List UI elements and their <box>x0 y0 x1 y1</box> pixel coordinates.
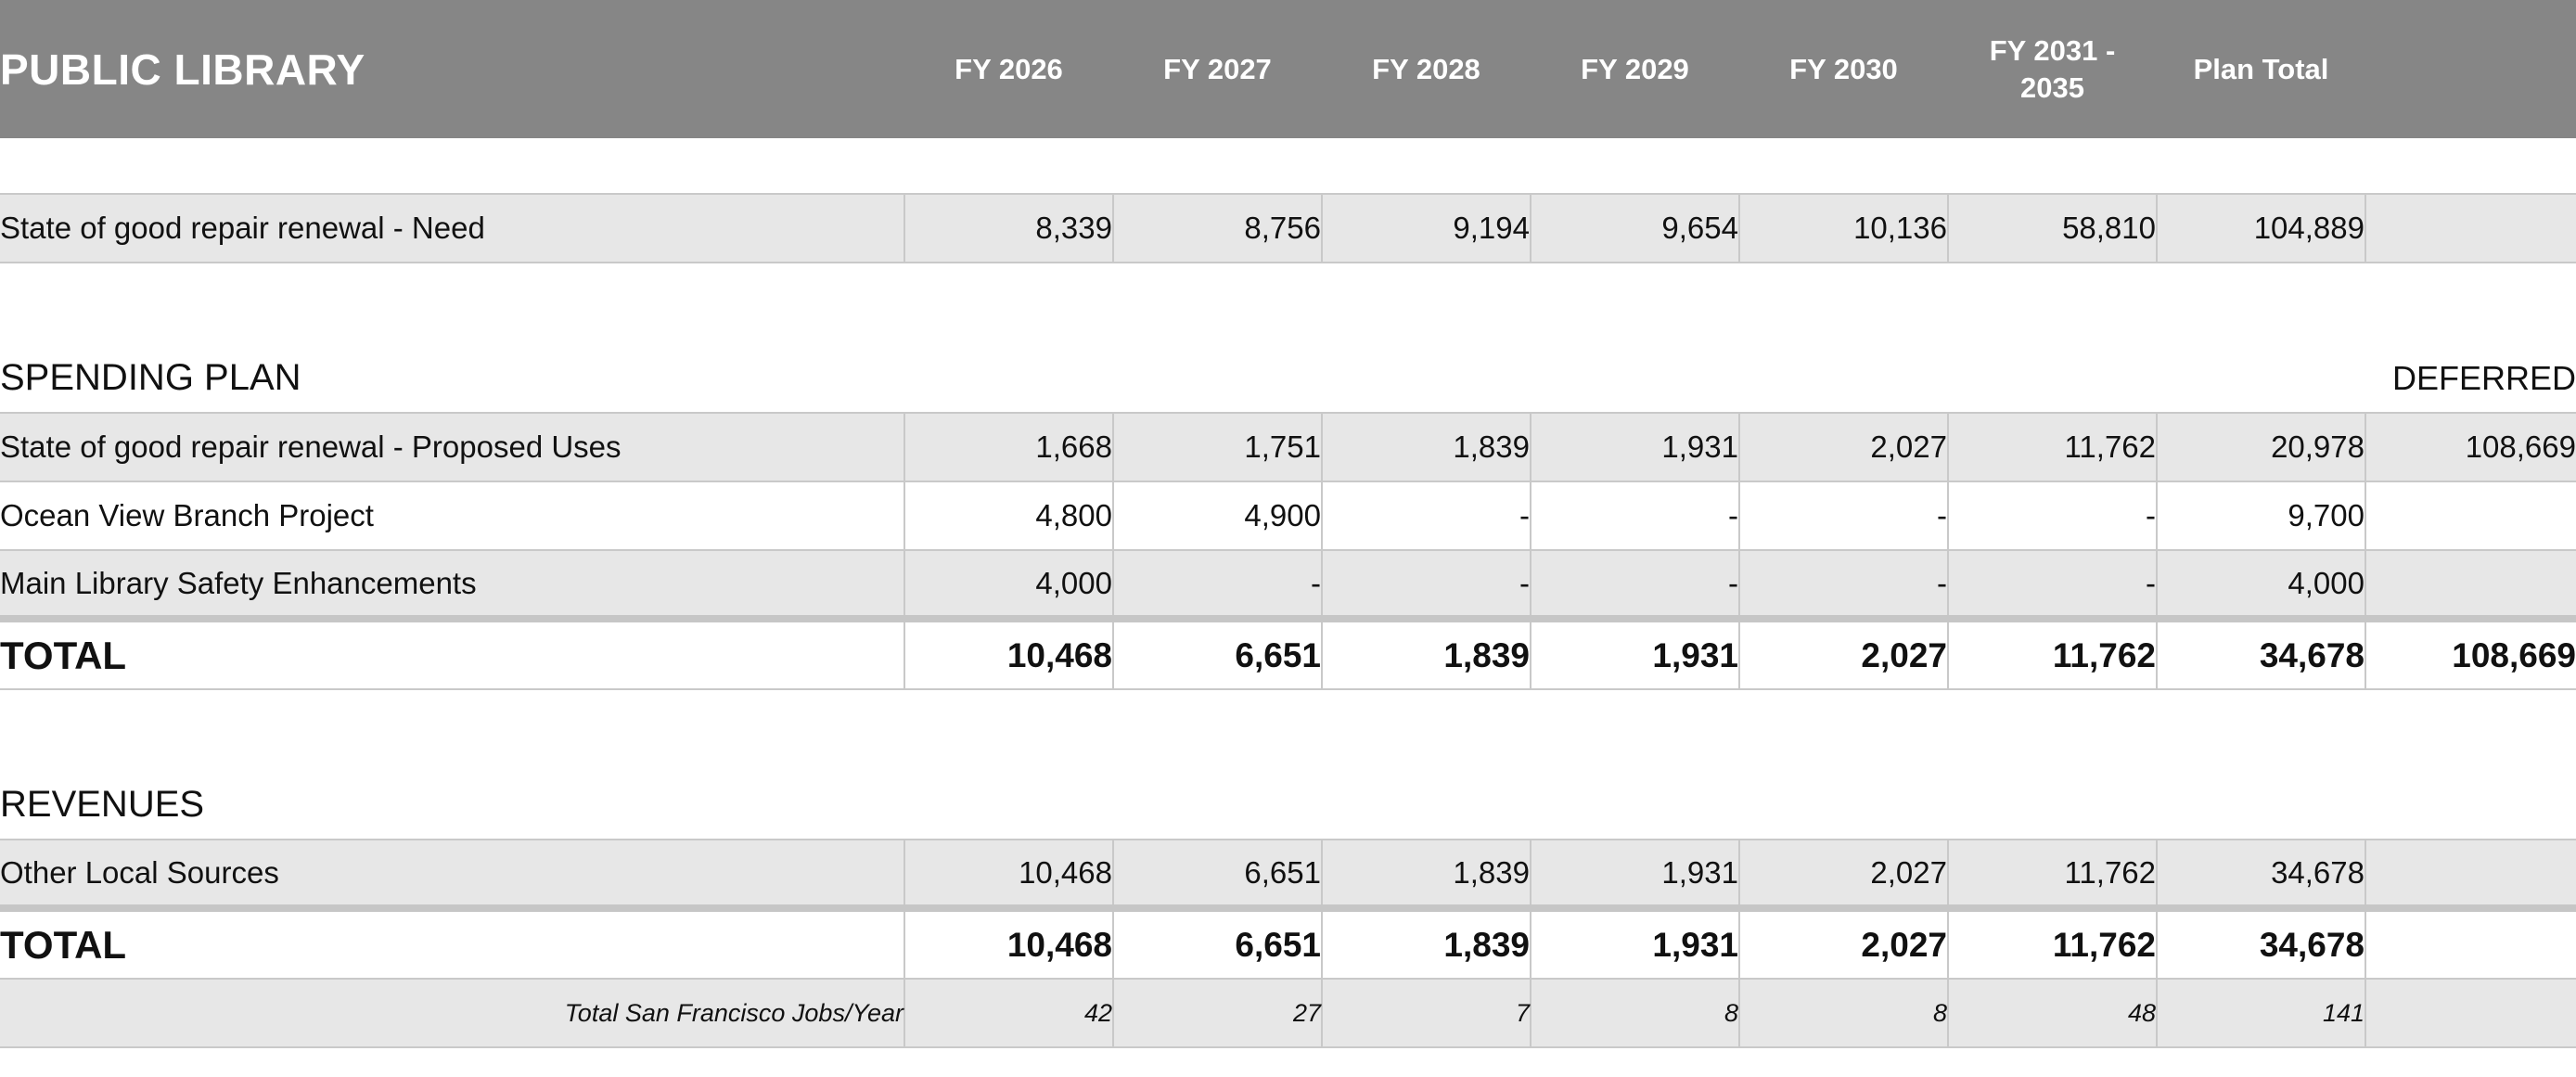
cell-plan-total: 9,700 <box>2157 481 2365 550</box>
row-label: Main Library Safety Enhancements <box>0 550 904 619</box>
cell-fy2028: - <box>1322 550 1531 619</box>
column-header-fy2028: FY 2028 <box>1372 52 1480 85</box>
column-header-fy2027: FY 2027 <box>1163 52 1272 85</box>
spacer-row <box>0 689 2576 771</box>
row-label: State of good repair renewal - Proposed Uses <box>0 413 904 481</box>
table-title: PUBLIC LIBRARY <box>0 45 365 94</box>
cell-fy2031-2035: 11,762 <box>1948 619 2157 689</box>
column-header-fy2031-line2: 2035 <box>2020 71 2084 104</box>
cell-fy2027: 6,651 <box>1113 619 1322 689</box>
cell-fy2028: 1,839 <box>1322 619 1531 689</box>
cell-fy2029: - <box>1531 481 1739 550</box>
row-label: State of good repair renewal - Need <box>0 194 904 263</box>
cell-fy2030: - <box>1739 550 1948 619</box>
cell-fy2026: 4,800 <box>904 481 1113 550</box>
cell-fy2028: 1,839 <box>1322 413 1531 481</box>
row-label: Other Local Sources <box>0 840 904 908</box>
cell-fy2027: - <box>1113 550 1322 619</box>
spending-plan-heading-row <box>0 344 2576 413</box>
cell-fy2030: 10,136 <box>1739 194 1948 263</box>
header-row <box>0 0 2576 138</box>
cell-fy2030: 8 <box>1739 979 1948 1047</box>
cell-plan-total: 34,678 <box>2157 840 2365 908</box>
cell-fy2031-2035: - <box>1948 481 2157 550</box>
cell-deferred <box>2365 481 2576 550</box>
row-label: Ocean View Branch Project <box>0 481 904 550</box>
cell-fy2031-2035: 11,762 <box>1948 413 2157 481</box>
spending-row <box>0 413 2576 481</box>
cell-fy2031-2035: - <box>1948 550 2157 619</box>
column-header-fy2029: FY 2029 <box>1581 52 1689 85</box>
cell-fy2027: 6,651 <box>1113 840 1322 908</box>
cell-deferred <box>2365 550 2576 619</box>
cell-fy2027: 27 <box>1113 979 1322 1047</box>
cell-fy2026: 10,468 <box>904 908 1113 979</box>
cell-fy2026: 8,339 <box>904 194 1113 263</box>
cell-plan-total: 20,978 <box>2157 413 2365 481</box>
cell-fy2031-2035: 58,810 <box>1948 194 2157 263</box>
column-header-plan-total: Plan Total <box>2193 52 2329 85</box>
cell-fy2030: 2,027 <box>1739 840 1948 908</box>
revenues-title: REVENUES <box>0 771 2576 840</box>
revenues-heading-row <box>0 771 2576 840</box>
cell-fy2030: 2,027 <box>1739 619 1948 689</box>
cell-fy2028: 9,194 <box>1322 194 1531 263</box>
revenues-total-row <box>0 908 2576 979</box>
cell-fy2029: 1,931 <box>1531 908 1739 979</box>
cell-fy2031-2035: 11,762 <box>1948 840 2157 908</box>
spacer-row <box>0 263 2576 344</box>
cell-fy2029: 1,931 <box>1531 619 1739 689</box>
cell-fy2029: 1,931 <box>1531 840 1739 908</box>
column-header-fy2031-line1: FY 2031 - <box>1989 33 2116 67</box>
need-row <box>0 194 2576 263</box>
cell-fy2029: 8 <box>1531 979 1739 1047</box>
cell-plan-total: 34,678 <box>2157 908 2365 979</box>
cell-fy2031-2035: 48 <box>1948 979 2157 1047</box>
revenue-row <box>0 840 2576 908</box>
cell-fy2029: - <box>1531 550 1739 619</box>
cell-plan-total: 104,889 <box>2157 194 2365 263</box>
cell-plan-total: 141 <box>2157 979 2365 1047</box>
cell-fy2029: 9,654 <box>1531 194 1739 263</box>
column-header-blank <box>2365 0 2576 138</box>
cell-plan-total: 34,678 <box>2157 619 2365 689</box>
cell-fy2027: 8,756 <box>1113 194 1322 263</box>
cell-fy2028: 7 <box>1322 979 1531 1047</box>
cell-deferred <box>2365 840 2576 908</box>
cell-plan-total: 4,000 <box>2157 550 2365 619</box>
cell-deferred <box>2365 194 2576 263</box>
row-label: TOTAL <box>0 619 904 689</box>
cell-deferred <box>2365 979 2576 1047</box>
cell-fy2028: 1,839 <box>1322 840 1531 908</box>
cell-fy2030: 2,027 <box>1739 908 1948 979</box>
column-header-fy2030: FY 2030 <box>1789 52 1898 85</box>
deferred-column-label: DEFERRED <box>2365 344 2576 413</box>
spending-row <box>0 481 2576 550</box>
cell-fy2028: - <box>1322 481 1531 550</box>
cell-fy2031-2035: 11,762 <box>1948 908 2157 979</box>
spending-row <box>0 550 2576 619</box>
column-header-fy2026: FY 2026 <box>955 52 1063 85</box>
cell-deferred <box>2365 908 2576 979</box>
cell-fy2026: 1,668 <box>904 413 1113 481</box>
cell-fy2026: 10,468 <box>904 619 1113 689</box>
cell-fy2027: 4,900 <box>1113 481 1322 550</box>
cell-fy2030: - <box>1739 481 1948 550</box>
cell-fy2026: 42 <box>904 979 1113 1047</box>
cell-fy2026: 10,468 <box>904 840 1113 908</box>
cell-fy2028: 1,839 <box>1322 908 1531 979</box>
jobs-row <box>0 979 2576 1047</box>
cell-fy2026: 4,000 <box>904 550 1113 619</box>
cell-fy2027: 6,651 <box>1113 908 1322 979</box>
cell-deferred: 108,669 <box>2365 619 2576 689</box>
cell-fy2027: 1,751 <box>1113 413 1322 481</box>
row-label: Total San Francisco Jobs/Year <box>0 979 904 1047</box>
spacer-row <box>0 138 2576 194</box>
cell-deferred: 108,669 <box>2365 413 2576 481</box>
row-label: TOTAL <box>0 908 904 979</box>
spending-total-row <box>0 619 2576 689</box>
cell-fy2029: 1,931 <box>1531 413 1739 481</box>
spending-plan-title: SPENDING PLAN <box>0 344 2365 413</box>
cell-fy2030: 2,027 <box>1739 413 1948 481</box>
column-header-fy2031-2035 <box>1948 0 2157 138</box>
